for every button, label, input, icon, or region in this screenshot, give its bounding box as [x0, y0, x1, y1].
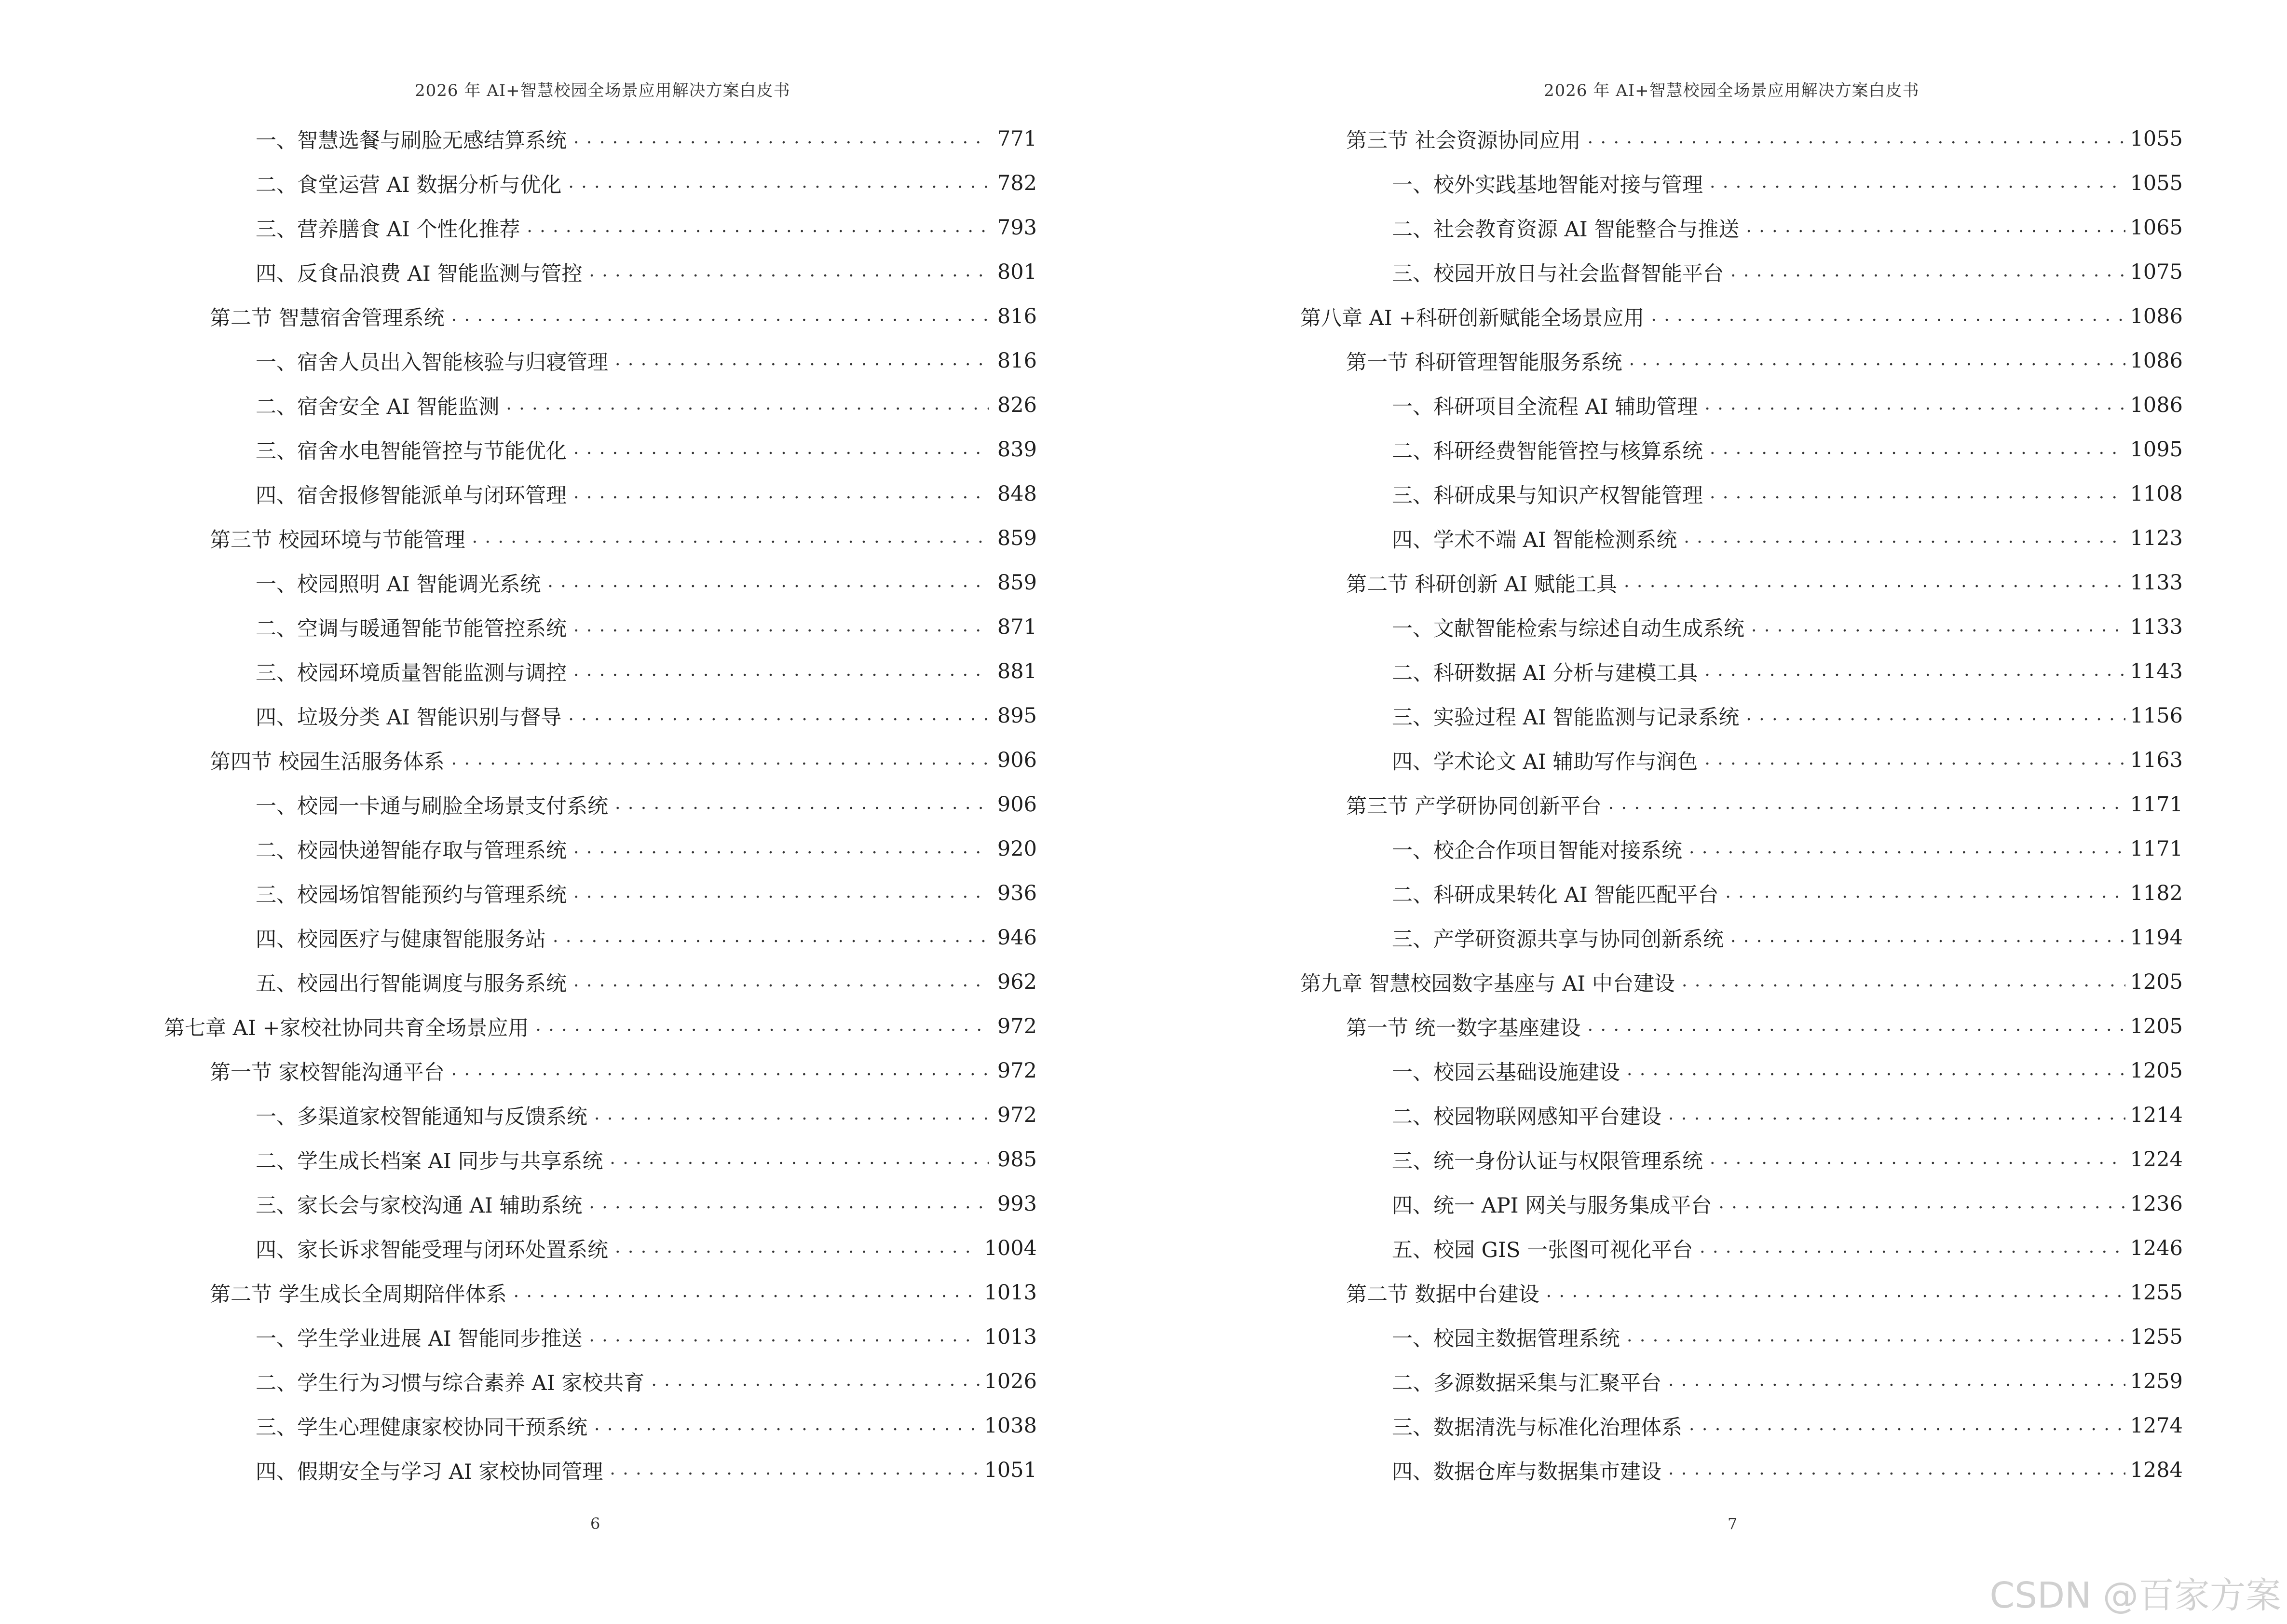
toc-dot-leader: [1682, 970, 2125, 994]
toc-dot-leader: [1710, 171, 2125, 195]
toc-subsection-entry[interactable]: [1300, 472, 2183, 516]
toc-entry-page-number: 895: [997, 704, 1037, 728]
toc-subsection-entry[interactable]: [164, 161, 1037, 205]
toc-entry-title: 五、校园出行智能调度与服务系统: [256, 971, 567, 996]
toc-subsection-entry[interactable]: [164, 694, 1037, 738]
toc-subsection-entry[interactable]: [164, 871, 1037, 915]
toc-entry-title: 二、宿舍安全 AI 智能监测: [256, 395, 500, 419]
toc-entry-page-number: 871: [997, 615, 1037, 639]
toc-entry-page-number: 1075: [2130, 260, 2183, 284]
toc-entry-page-number: 1026: [984, 1369, 1037, 1393]
toc-dot-leader: [568, 171, 989, 195]
toc-entry-page-number: 839: [997, 437, 1037, 462]
toc-section-entry[interactable]: [164, 294, 1037, 339]
toc-entry-title: 四、统一 API 网关与服务集成平台: [1392, 1193, 1712, 1218]
toc-subsection-entry[interactable]: [1300, 516, 2183, 560]
toc-entry-title: 四、家长诉求智能受理与闭环处置系统: [256, 1238, 608, 1262]
toc-entry-title: 二、科研经费智能管控与核算系统: [1392, 439, 1703, 464]
toc-entry-page-number: 1284: [2130, 1458, 2183, 1482]
toc-entry-title: 三、营养膳食 AI 个性化推荐: [256, 217, 520, 242]
toc-entry-title: 第三节 社会资源协同应用: [1346, 128, 1581, 153]
toc-entry-title: 二、学生成长档案 AI 同步与共享系统: [256, 1149, 603, 1174]
page-number: 6: [590, 1515, 600, 1533]
toc-entry-page-number: 816: [997, 349, 1037, 373]
toc-subsection-entry[interactable]: [1300, 649, 2183, 694]
toc-entry-page-number: 1051: [984, 1458, 1037, 1482]
toc-dot-leader: [553, 926, 989, 950]
toc-entry-title: 四、垃圾分类 AI 智能识别与督导: [256, 705, 562, 730]
toc-subsection-entry[interactable]: [1300, 1093, 2183, 1137]
toc-entry-title: 一、校园云基础设施建设: [1392, 1060, 1620, 1085]
toc-entry-title: 二、空调与暖通智能节能管控系统: [256, 616, 567, 641]
toc-section-entry[interactable]: [164, 1270, 1037, 1315]
toc-section-entry[interactable]: [1300, 117, 2183, 161]
toc-entry-page-number: 1194: [2130, 926, 2183, 950]
toc-entry-page-number: 1214: [2130, 1103, 2183, 1127]
toc-subsection-entry[interactable]: [1300, 605, 2183, 649]
toc-dot-leader: [589, 1325, 979, 1349]
toc-dot-leader: [1668, 1458, 2125, 1482]
toc-subsection-entry[interactable]: [1300, 1226, 2183, 1270]
toc-entry-title: 三、产学研资源共享与协同创新系统: [1392, 927, 1724, 952]
toc-dot-leader: [1651, 304, 2125, 328]
toc-entry-page-number: 1182: [2130, 881, 2183, 905]
toc-dot-leader: [573, 437, 989, 462]
toc-subsection-entry[interactable]: [1300, 1137, 2183, 1182]
toc-subsection-entry[interactable]: [1300, 1049, 2183, 1093]
toc-entry-title: 第八章 AI +科研创新赋能全场景应用: [1300, 306, 1645, 330]
page-number: 7: [1728, 1515, 1738, 1533]
toc-dot-leader: [615, 1236, 980, 1260]
toc-entry-page-number: 1205: [2130, 970, 2183, 994]
toc-subsection-entry[interactable]: [1300, 250, 2183, 294]
table-of-contents: [1300, 117, 2183, 1492]
toc-entry-title: 一、校企合作项目智能对接系统: [1392, 838, 1682, 863]
toc-dot-leader: [1700, 1236, 2125, 1260]
toc-subsection-entry[interactable]: [1300, 1182, 2183, 1226]
toc-subsection-entry[interactable]: [164, 1137, 1037, 1182]
toc-entry-page-number: 1086: [2130, 304, 2183, 328]
toc-subsection-entry[interactable]: [164, 339, 1037, 383]
toc-entry-page-number: 1163: [2130, 748, 2183, 772]
toc-entry-page-number: 1055: [2130, 127, 2183, 151]
toc-subsection-entry[interactable]: [164, 1404, 1037, 1448]
toc-entry-title: 第二节 智慧宿舍管理系统: [210, 306, 445, 330]
toc-entry-page-number: 920: [997, 837, 1037, 861]
toc-subsection-entry[interactable]: [164, 117, 1037, 161]
toc-subsection-entry[interactable]: [164, 1359, 1037, 1404]
toc-entry-page-number: 881: [997, 659, 1037, 683]
toc-entry-title: 四、宿舍报修智能派单与闭环管理: [256, 483, 567, 508]
toc-entry-page-number: 962: [997, 970, 1037, 994]
toc-dot-leader: [594, 1414, 980, 1438]
toc-dot-leader: [1689, 837, 2125, 861]
toc-subsection-entry[interactable]: [1300, 205, 2183, 250]
toc-entry-title: 三、科研成果与知识产权智能管理: [1392, 483, 1703, 508]
toc-section-entry[interactable]: [164, 1049, 1037, 1093]
toc-entry-title: 四、校园医疗与健康智能服务站: [256, 927, 546, 952]
toc-entry-title: 一、科研项目全流程 AI 辅助管理: [1392, 395, 1698, 419]
toc-section-entry[interactable]: [1300, 560, 2183, 605]
toc-entry-page-number: 946: [997, 926, 1037, 950]
toc-dot-leader: [1730, 260, 2125, 284]
toc-entry-page-number: 1171: [2130, 792, 2183, 817]
toc-entry-title: 二、社会教育资源 AI 智能整合与推送: [1392, 217, 1740, 242]
toc-entry-title: 第二节 数据中台建设: [1346, 1282, 1539, 1307]
toc-entry-title: 三、数据清洗与标准化治理体系: [1392, 1415, 1682, 1440]
toc-dot-leader: [1689, 1414, 2125, 1438]
toc-dot-leader: [1751, 615, 2125, 639]
toc-dot-leader: [1684, 526, 2125, 550]
toc-subsection-entry[interactable]: [164, 1093, 1037, 1137]
toc-entry-title: 第九章 智慧校园数字基座与 AI 中台建设: [1300, 971, 1675, 996]
toc-entry-title: 二、多源数据采集与汇聚平台: [1392, 1371, 1661, 1395]
toc-subsection-entry[interactable]: [164, 205, 1037, 250]
toc-dot-leader: [1710, 437, 2125, 462]
toc-entry-page-number: 1156: [2130, 704, 2183, 728]
toc-entry-title: 四、学术不端 AI 智能检测系统: [1392, 528, 1677, 552]
toc-dot-leader: [1668, 1369, 2125, 1393]
toc-entry-title: 三、校园环境质量智能监测与调控: [256, 661, 567, 685]
toc-subsection-entry[interactable]: [164, 960, 1037, 1004]
toc-chapter-entry[interactable]: [164, 1004, 1037, 1049]
toc-dot-leader: [651, 1369, 979, 1393]
toc-entry-page-number: 1259: [2130, 1369, 2183, 1393]
toc-dot-leader: [573, 881, 989, 905]
toc-entry-page-number: 1224: [2130, 1147, 2183, 1172]
toc-entry-title: 第七章 AI +家校社协同共育全场景应用: [164, 1016, 529, 1040]
toc-dot-leader: [589, 1192, 989, 1216]
toc-entry-title: 第二节 学生成长全周期陪伴体系: [210, 1282, 507, 1307]
toc-dot-leader: [1546, 1281, 2125, 1305]
toc-dot-leader: [1704, 659, 2125, 683]
toc-dot-leader: [1730, 926, 2125, 950]
toc-entry-page-number: 1143: [2130, 659, 2183, 683]
toc-entry-page-number: 1236: [2130, 1192, 2183, 1216]
toc-dot-leader: [1629, 349, 2125, 373]
toc-entry-page-number: 972: [997, 1014, 1037, 1038]
toc-entry-page-number: 993: [997, 1192, 1037, 1216]
toc-subsection-entry[interactable]: [164, 250, 1037, 294]
toc-entry-page-number: 816: [997, 304, 1037, 328]
toc-entry-page-number: 801: [997, 260, 1037, 284]
toc-entry-page-number: 985: [997, 1147, 1037, 1172]
toc-dot-leader: [506, 393, 989, 417]
toc-entry-page-number: 1013: [984, 1325, 1037, 1349]
toc-entry-page-number: 1055: [2130, 171, 2183, 195]
toc-entry-page-number: 1086: [2130, 393, 2183, 417]
toc-entry-title: 第三节 产学研协同创新平台: [1346, 794, 1602, 819]
toc-dot-leader: [1710, 1147, 2125, 1172]
table-of-contents: [164, 117, 1037, 1492]
toc-entry-title: 四、反食品浪费 AI 智能监测与管控: [256, 261, 583, 286]
toc-subsection-entry[interactable]: [1300, 1315, 2183, 1359]
toc-entry-title: 四、假期安全与学习 AI 家校协同管理: [256, 1460, 603, 1484]
toc-dot-leader: [610, 1147, 989, 1172]
toc-subsection-entry[interactable]: [164, 383, 1037, 427]
toc-entry-page-number: 826: [997, 393, 1037, 417]
toc-entry-page-number: 906: [997, 792, 1037, 817]
toc-dot-leader: [594, 1103, 989, 1127]
toc-entry-title: 一、文献智能检索与综述自动生成系统: [1392, 616, 1744, 641]
toc-entry-page-number: 1133: [2130, 615, 2183, 639]
toc-subsection-entry[interactable]: [164, 605, 1037, 649]
toc-dot-leader: [1608, 792, 2125, 817]
toc-entry-page-number: 1171: [2130, 837, 2183, 861]
toc-subsection-entry[interactable]: [164, 560, 1037, 605]
toc-dot-leader: [1704, 748, 2125, 772]
toc-entry-page-number: 1255: [2130, 1281, 2183, 1305]
toc-entry-title: 第一节 家校智能沟通平台: [210, 1060, 445, 1085]
toc-entry-title: 五、校园 GIS 一张图可视化平台: [1392, 1238, 1693, 1262]
toc-dot-leader: [573, 837, 989, 861]
toc-entry-page-number: 936: [997, 881, 1037, 905]
toc-entry-title: 一、校外实践基地智能对接与管理: [1392, 173, 1703, 197]
toc-subsection-entry[interactable]: [1300, 915, 2183, 960]
toc-dot-leader: [615, 792, 989, 817]
toc-dot-leader: [1588, 127, 2125, 151]
toc-dot-leader: [472, 526, 989, 550]
toc-subsection-entry[interactable]: [164, 649, 1037, 694]
toc-subsection-entry[interactable]: [1300, 738, 2183, 782]
toc-entry-page-number: 1255: [2130, 1325, 2183, 1349]
toc-subsection-entry[interactable]: [1300, 1448, 2183, 1492]
toc-subsection-entry[interactable]: [1300, 871, 2183, 915]
toc-entry-title: 一、宿舍人员出入智能核验与归寝管理: [256, 350, 608, 375]
toc-section-entry[interactable]: [164, 738, 1037, 782]
toc-entry-title: 三、统一身份认证与权限管理系统: [1392, 1149, 1703, 1174]
toc-subsection-entry[interactable]: [164, 827, 1037, 871]
toc-entry-page-number: 1095: [2130, 437, 2183, 462]
right-page: [1144, 0, 2287, 1624]
toc-subsection-entry[interactable]: [1300, 694, 2183, 738]
toc-entry-page-number: 972: [997, 1059, 1037, 1083]
toc-dot-leader: [1704, 393, 2125, 417]
toc-dot-leader: [610, 1458, 979, 1482]
toc-entry-title: 第一节 科研管理智能服务系统: [1346, 350, 1622, 375]
toc-dot-leader: [1627, 1325, 2125, 1349]
toc-dot-leader: [527, 216, 989, 240]
toc-entry-title: 三、实验过程 AI 智能监测与记录系统: [1392, 705, 1740, 730]
toc-entry-page-number: 1205: [2130, 1014, 2183, 1038]
toc-dot-leader: [573, 970, 989, 994]
toc-dot-leader: [568, 704, 989, 728]
toc-section-entry[interactable]: [164, 516, 1037, 560]
toc-entry-page-number: 1246: [2130, 1236, 2183, 1260]
toc-entry-page-number: 1205: [2130, 1059, 2183, 1083]
toc-entry-page-number: 1086: [2130, 349, 2183, 373]
toc-subsection-entry[interactable]: [164, 427, 1037, 472]
toc-dot-leader: [1668, 1103, 2125, 1127]
toc-entry-page-number: 1108: [2130, 482, 2183, 506]
toc-entry-title: 三、校园开放日与社会监督智能平台: [1392, 261, 1724, 286]
toc-dot-leader: [451, 1059, 989, 1083]
toc-section-entry[interactable]: [1300, 782, 2183, 827]
toc-chapter-entry[interactable]: [1300, 960, 2183, 1004]
toc-subsection-entry[interactable]: [164, 1315, 1037, 1359]
toc-subsection-entry[interactable]: [164, 1448, 1037, 1492]
toc-subsection-entry[interactable]: [164, 472, 1037, 516]
toc-entry-page-number: 793: [997, 216, 1037, 240]
toc-entry-title: 二、科研成果转化 AI 智能匹配平台: [1392, 883, 1719, 907]
toc-dot-leader: [1718, 1192, 2125, 1216]
toc-entry-title: 三、宿舍水电智能管控与节能优化: [256, 439, 567, 464]
toc-entry-page-number: 859: [997, 526, 1037, 550]
toc-entry-title: 二、校园快递智能存取与管理系统: [256, 838, 567, 863]
toc-entry-page-number: 906: [997, 748, 1037, 772]
toc-entry-title: 第三节 校园环境与节能管理: [210, 528, 465, 552]
toc-subsection-entry[interactable]: [1300, 161, 2183, 205]
toc-subsection-entry[interactable]: [164, 782, 1037, 827]
toc-entry-page-number: 1013: [984, 1281, 1037, 1305]
toc-entry-page-number: 771: [997, 127, 1037, 151]
toc-chapter-entry[interactable]: [1300, 294, 2183, 339]
toc-entry-title: 一、校园一卡通与刷脸全场景支付系统: [256, 794, 608, 819]
toc-section-entry[interactable]: [1300, 1004, 2183, 1049]
toc-entry-title: 一、多渠道家校智能通知与反馈系统: [256, 1105, 587, 1129]
page-header: 2026 年 AI+智慧校园全场景应用解决方案白皮书: [1544, 81, 1919, 100]
toc-dot-leader: [547, 571, 989, 595]
toc-subsection-entry[interactable]: [1300, 1359, 2183, 1404]
toc-dot-leader: [451, 748, 989, 772]
toc-subsection-entry[interactable]: [1300, 427, 2183, 472]
toc-dot-leader: [573, 659, 989, 683]
toc-entry-title: 一、校园照明 AI 智能调光系统: [256, 572, 541, 597]
toc-dot-leader: [451, 304, 989, 328]
toc-entry-page-number: 972: [997, 1103, 1037, 1127]
watermark: CSDN @百家方案: [1989, 1575, 2281, 1616]
toc-entry-title: 二、科研数据 AI 分析与建模工具: [1392, 661, 1698, 685]
toc-entry-title: 第四节 校园生活服务体系: [210, 750, 445, 774]
toc-entry-title: 二、学生行为习惯与综合素养 AI 家校共育: [256, 1371, 645, 1395]
toc-entry-page-number: 1004: [984, 1236, 1037, 1260]
toc-subsection-entry[interactable]: [164, 915, 1037, 960]
toc-entry-title: 四、数据仓库与数据集市建设: [1392, 1460, 1661, 1484]
toc-entry-page-number: 1065: [2130, 216, 2183, 240]
toc-dot-leader: [573, 615, 989, 639]
toc-dot-leader: [1627, 1059, 2125, 1083]
toc-subsection-entry[interactable]: [164, 1226, 1037, 1270]
toc-subsection-entry[interactable]: [164, 1182, 1037, 1226]
toc-dot-leader: [573, 482, 989, 506]
toc-entry-title: 三、学生心理健康家校协同干预系统: [256, 1415, 587, 1440]
toc-dot-leader: [535, 1014, 989, 1038]
toc-entry-page-number: 1133: [2130, 571, 2183, 595]
toc-entry-title: 三、校园场馆智能预约与管理系统: [256, 883, 567, 907]
toc-entry-title: 一、校园主数据管理系统: [1392, 1326, 1620, 1351]
toc-entry-title: 二、校园物联网感知平台建设: [1392, 1105, 1661, 1129]
toc-dot-leader: [1725, 881, 2125, 905]
toc-entry-title: 二、食堂运营 AI 数据分析与优化: [256, 173, 562, 197]
toc-entry-title: 一、学生学业进展 AI 智能同步推送: [256, 1326, 583, 1351]
toc-dot-leader: [589, 260, 989, 284]
toc-dot-leader: [1710, 482, 2125, 506]
toc-dot-leader: [573, 127, 989, 151]
toc-subsection-entry[interactable]: [1300, 1404, 2183, 1448]
toc-section-entry[interactable]: [1300, 339, 2183, 383]
toc-entry-page-number: 782: [997, 171, 1037, 195]
toc-entry-page-number: 1274: [2130, 1414, 2183, 1438]
toc-entry-page-number: 1038: [984, 1414, 1037, 1438]
toc-dot-leader: [1746, 216, 2125, 240]
page-header: 2026 年 AI+智慧校园全场景应用解决方案白皮书: [415, 81, 790, 100]
toc-dot-leader: [1624, 571, 2125, 595]
toc-entry-title: 一、智慧选餐与刷脸无感结算系统: [256, 128, 567, 153]
toc-dot-leader: [1746, 704, 2125, 728]
toc-dot-leader: [1588, 1014, 2125, 1038]
toc-entry-title: 第一节 统一数字基座建设: [1346, 1016, 1581, 1040]
toc-entry-title: 第二节 科研创新 AI 赋能工具: [1346, 572, 1618, 597]
toc-entry-title: 四、学术论文 AI 辅助写作与润色: [1392, 750, 1698, 774]
toc-entry-title: 三、家长会与家校沟通 AI 辅助系统: [256, 1193, 583, 1218]
toc-section-entry[interactable]: [1300, 1270, 2183, 1315]
toc-dot-leader: [615, 349, 989, 373]
toc-entry-page-number: 848: [997, 482, 1037, 506]
toc-dot-leader: [514, 1281, 980, 1305]
toc-entry-page-number: 859: [997, 571, 1037, 595]
toc-entry-page-number: 1123: [2130, 526, 2183, 550]
toc-subsection-entry[interactable]: [1300, 827, 2183, 871]
toc-subsection-entry[interactable]: [1300, 383, 2183, 427]
